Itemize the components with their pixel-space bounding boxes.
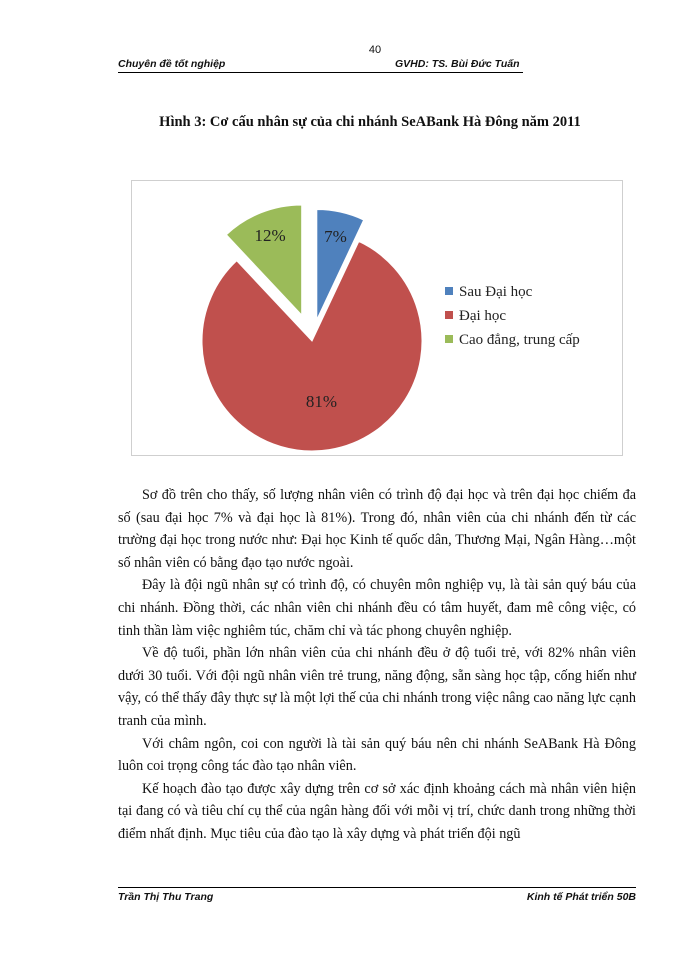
- body-paragraph: Về độ tuổi, phần lớn nhân viên của chi nhánh đều ở độ tuổi trẻ, với 82% nhân viên dưới 30 tuổi. Với đội ngũ nhân viên trẻ trung, năng động, sẵn sàng học tập, cống hiến như vậy, có thể thấy đây thực sự là một lợi thế của chi nhánh trong việc nâng cao năng lực cạnh tranh của mình.: [118, 645, 636, 729]
- legend-label: Sau Đại học: [459, 284, 533, 300]
- legend-swatch: [445, 335, 453, 343]
- header-right: GVHD: TS. Bùi Đức Tuấn: [395, 58, 520, 70]
- pie-data-label: 81%: [305, 391, 338, 411]
- pie-data-label: 7%: [324, 226, 347, 246]
- footer-right: Kinh tế Phát triển 50B: [526, 891, 636, 903]
- header-left: Chuyên đề tốt nghiệp: [118, 58, 226, 70]
- body-paragraph: Với châm ngôn, coi con người là tài sản quý báu nên chi nhánh SeABank Hà Đông luôn coi trọng công tác đào tạo nhân viên.: [118, 735, 636, 775]
- page-number: 40: [368, 44, 382, 56]
- pie-chart: [131, 180, 623, 456]
- legend-swatch: [445, 311, 453, 319]
- legend-label: Đại học: [459, 308, 507, 324]
- pie-data-label: 12%: [254, 226, 286, 246]
- figure-title: Hình 3: Cơ cấu nhân sự của chi nhánh SeABank Hà Đông năm 2011: [159, 114, 581, 130]
- pie-slice-1: [202, 241, 422, 451]
- page-header: [118, 58, 523, 73]
- pie-chart-svg: [132, 181, 624, 457]
- page-footer: [118, 887, 636, 902]
- body-text: [118, 484, 636, 846]
- legend-label: Cao đẳng, trung cấp: [459, 332, 580, 348]
- body-paragraph: Sơ đồ trên cho thấy, số lượng nhân viên có trình độ đại học và trên đại học chiếm đa số (sau đại học 7% và đại học là 81%). Trong đó, nhân viên của chi nhánh đến từ các trường đại học trong nước như: Đại học Kinh tế quốc dân, Thương Mại, Ngân Hàng…một số nhân viên có bằng đạo tạo nước ngoài.: [118, 487, 636, 571]
- body-paragraph: Đây là đội ngũ nhân sự có trình độ, có chuyên môn nghiệp vụ, là tài sản quý báu của chi nhánh. Đồng thời, các nhân viên chi nhánh đều có tâm huyết, đam mê công việc, có tinh thần làm việc nghiêm túc, chăm chỉ và tác phong chuyên nghiệp.: [118, 577, 636, 639]
- body-paragraph: Kế hoạch đào tạo được xây dựng trên cơ sở xác định khoảng cách mà nhân viên hiện tại đang có và tiêu chí cụ thể của ngân hàng đối với mỗi vị trí, chức danh trong những thời điểm nhất định. Mục tiêu của đào tạo là xây dựng và phát triển đội ngũ: [118, 780, 636, 842]
- footer-left: Trần Thị Thu Trang: [118, 891, 214, 903]
- legend-swatch: [445, 287, 453, 295]
